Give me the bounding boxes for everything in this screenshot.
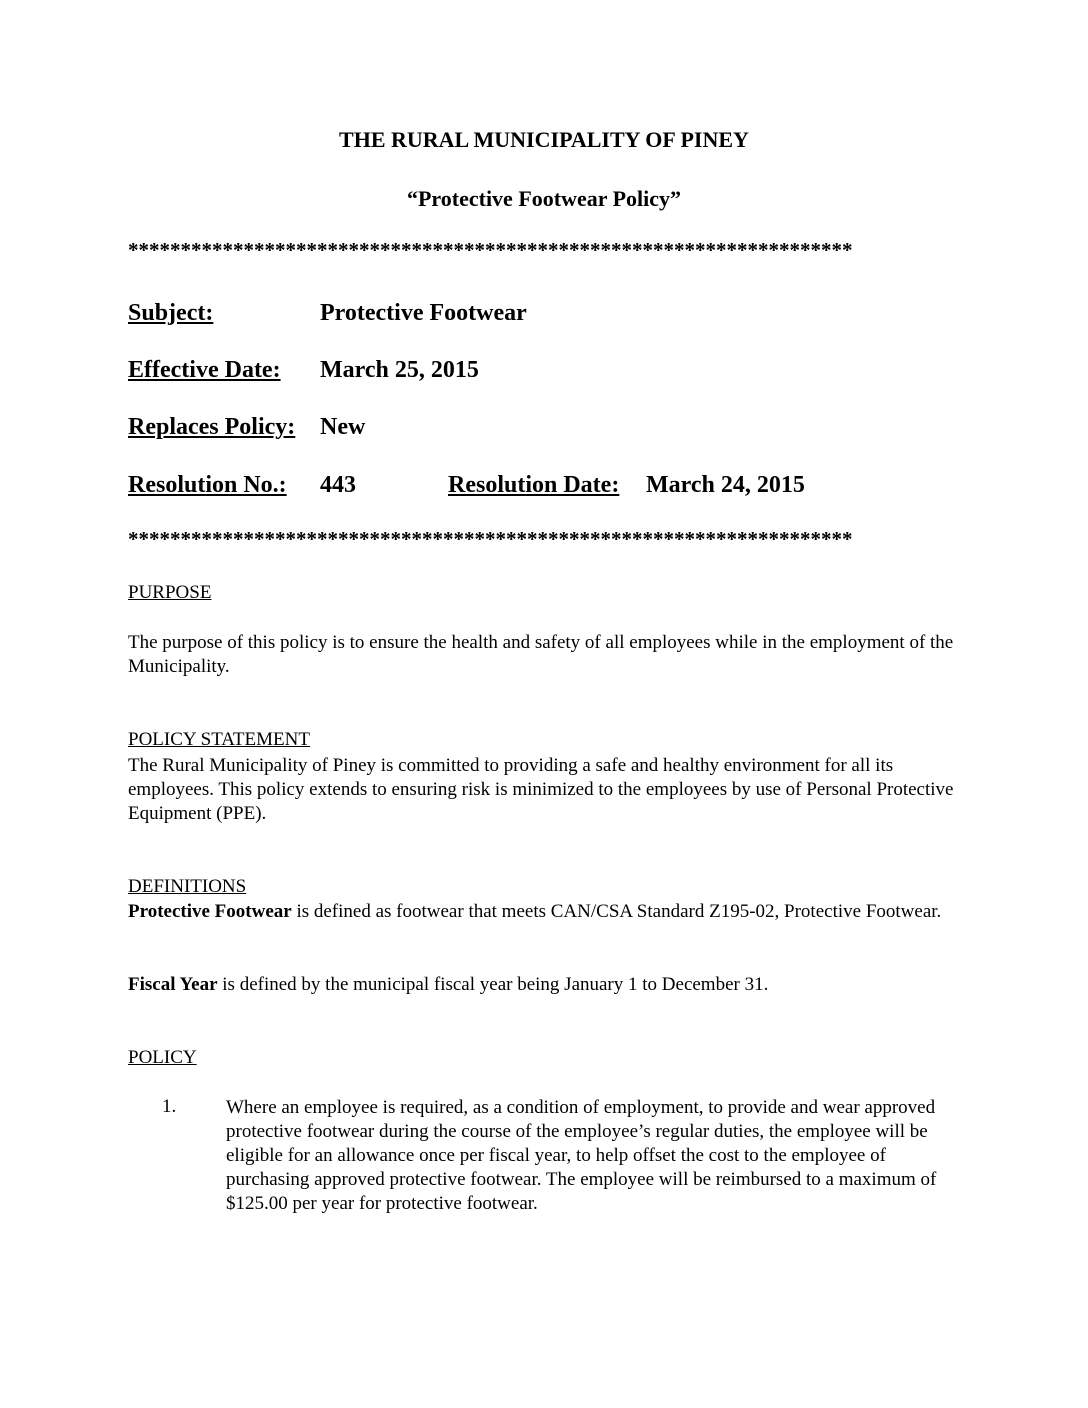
definition-text: is defined by the municipal fiscal year being January 1 to December 31. xyxy=(217,974,769,995)
org-title: THE RURAL MUNICIPALITY OF PINEY xyxy=(339,127,749,152)
purpose-heading: PURPOSE xyxy=(128,582,212,603)
replaces-policy-label: Replaces Policy: xyxy=(128,414,296,440)
resolution-no-value: 443 xyxy=(320,472,356,498)
separator-bottom: ********************************************************************* xyxy=(128,527,853,551)
definition-term: Protective Footwear xyxy=(128,901,292,922)
separator-top: ********************************************************************* xyxy=(128,238,853,262)
definition-text: is defined as footwear that meets CAN/CSA Standard Z195-02, Protective Footwear. xyxy=(291,901,942,922)
definition-fiscal-year xyxy=(128,973,968,997)
definition-protective-footwear xyxy=(128,900,968,924)
resolution-date-value: March 24, 2015 xyxy=(646,472,805,498)
effective-date-value: March 25, 2015 xyxy=(320,357,479,383)
definitions-heading: DEFINITIONS xyxy=(128,876,247,897)
policy-title: “Protective Footwear Policy” xyxy=(406,186,682,211)
policy-heading: POLICY xyxy=(128,1047,197,1068)
purpose-text: The purpose of this policy is to ensure the health and safety of all employees while in the employment of the Municipality. xyxy=(128,632,954,677)
resolution-date-label: Resolution Date: xyxy=(448,472,620,498)
policy-item-text: Where an employee is required, as a condition of employment, to provide and wear approved protective footwear during the course of the employee’s regular duties, the employee will be eligible for an allowance once per fiscal year, to help offset the cost to the employee of purchasing approved protective footwear. The employee will be reimbursed to a maximum of $125.00 per year for protective footwear. xyxy=(226,1097,937,1214)
definition-term: Fiscal Year xyxy=(128,974,218,995)
subject-value: Protective Footwear xyxy=(320,300,527,326)
replaces-policy-value: New xyxy=(320,414,366,440)
policy-statement-heading: POLICY STATEMENT xyxy=(128,729,310,750)
effective-date-label: Effective Date: xyxy=(128,357,281,383)
subject-label: Subject: xyxy=(128,300,214,326)
policy-item-number: 1. xyxy=(162,1096,177,1117)
resolution-no-label: Resolution No.: xyxy=(128,472,287,498)
policy-statement-text: The Rural Municipality of Piney is committed to providing a safe and healthy environment for all its employees. This policy extends to ensuring risk is minimized to the employees by use of Personal Protective Equipment (PPE). xyxy=(128,755,954,824)
